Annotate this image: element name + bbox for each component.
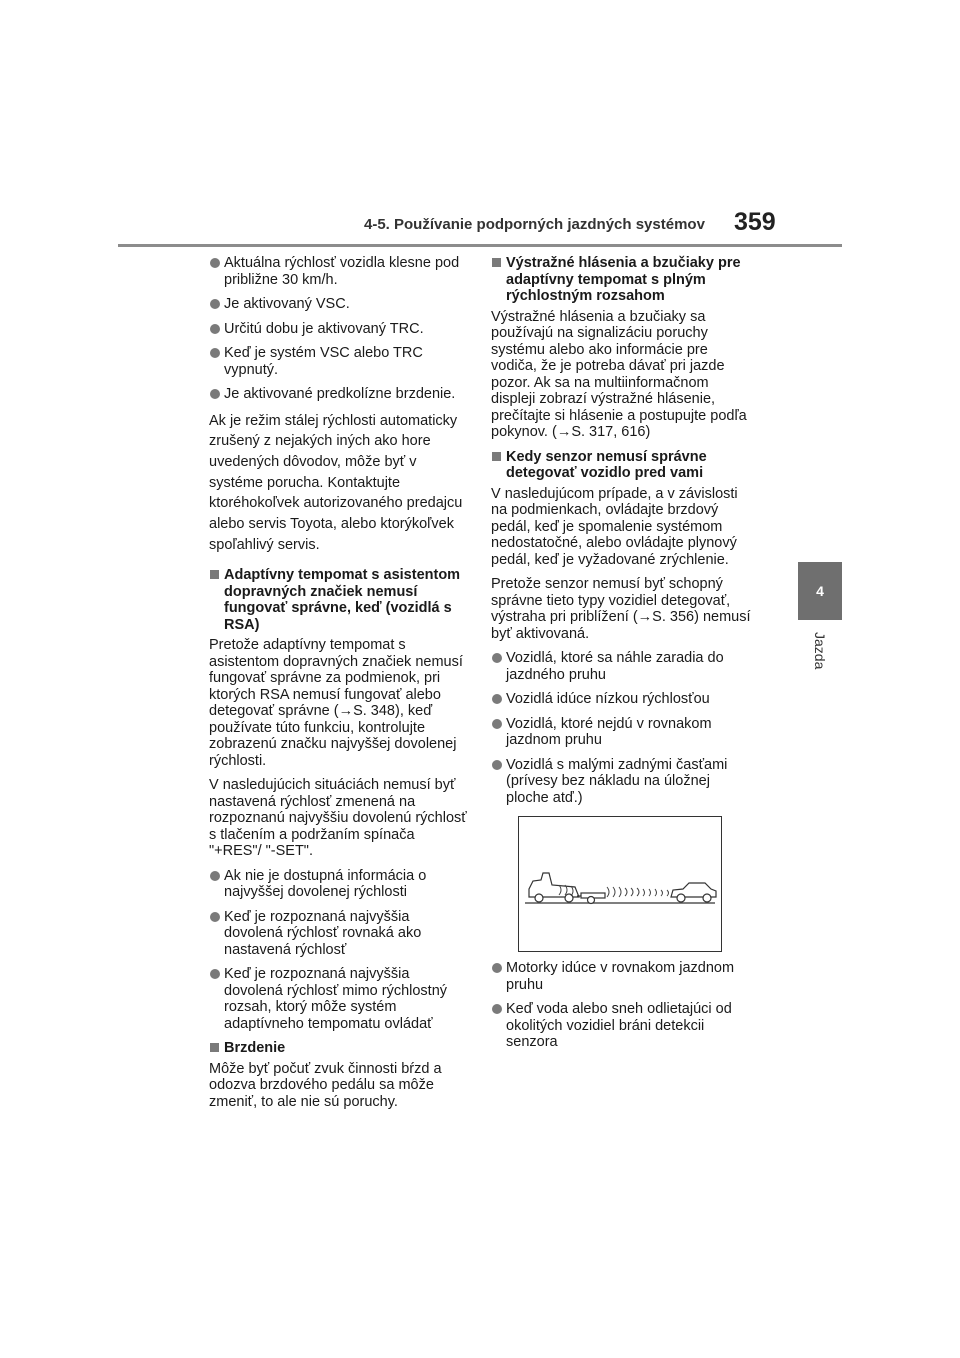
bullet-item: Keď je systém VSC alebo TRC vypnutý. <box>209 345 467 378</box>
bullet-item: Keď voda alebo sneh odlietajúci od okolitých vozidiel bráni detekcii senzora <box>491 1001 753 1051</box>
bullet-item: Aktuálna rýchlosť vozidla klesne pod približne 30 km/h. <box>209 255 467 288</box>
sensor-heading: Kedy senzor nemusí správne detegovať vozidlo pred vami <box>491 449 753 482</box>
page-number: 359 <box>734 208 776 236</box>
header-rule <box>118 244 842 247</box>
bullet-item: Ak nie je dostupná informácia o najvyššej dovolenej rýchlosti <box>209 868 467 901</box>
bullet-item: Je aktivované predkolízne brzdenie. <box>209 386 467 403</box>
braking-paragraph: Môže byť počuť zvuk činnosti bŕzd a odozva brzdového pedálu sa môže zmeniť, to ale nie sú poruchy. <box>209 1060 442 1110</box>
section-title: 4-5. Používanie podporných jazdných systémov <box>364 216 705 233</box>
bullet-item: Motorky idúce v rovnakom jazdnom pruhu <box>491 960 753 993</box>
bullet-item: Vozidlá s malými zadnými časťami (prívesy bez nákladu na úložnej ploche atď.) <box>491 757 753 807</box>
bullet-item: Vozidlá idúce nízkou rýchlosťou <box>491 691 753 708</box>
chapter-label: Jazda <box>812 632 828 670</box>
trailer-detection-illustration <box>519 817 721 951</box>
left-column <box>209 255 467 1118</box>
bullet-item: Keď je rozpoznaná najvyššia dovolená rýchlosť rovnaká ako nastavená rýchlosť <box>209 909 467 959</box>
bullet-item: Vozidlá, ktoré nejdú v rovnakom jazdnom pruhu <box>491 716 753 749</box>
chapter-tab: 4 <box>798 562 842 620</box>
rsa-heading: Adaptívny tempomat s asistentom dopravných značiek nemusí fungovať správne, keď (vozidlá s RSA) <box>209 567 467 633</box>
right-column <box>491 255 753 1059</box>
bullet-item: Určitú dobu je aktivovaný TRC. <box>209 321 467 338</box>
bullet-item: Keď je rozpoznaná najvyššia dovolená rýchlosť mimo rýchlostný rozsah, ktorý môže systém adaptívneho tempomatu ovládať <box>209 966 467 1032</box>
warning-paragraph: Výstražné hlásenia a bzučiaky sa používajú na signalizáciu poruchy systému alebo ako informácie pre vodiča, že je potreba dávať pri jazde pozor. Ak sa na multiinformačnom displeji zobrazí výstražné hlásenie, prečítajte si hlásenie a postupujte podľa pokynov. (→S. 317, 616) <box>491 308 747 440</box>
bullet-item: Vozidlá, ktoré sa náhle zaradia do jazdného pruhu <box>491 650 753 683</box>
braking-heading: Brzdenie <box>209 1040 467 1057</box>
sensor-paragraph: V nasledujúcom prípade, a v závislosti na podmienkach, ovládajte brzdový pedál, keď je spomalenie systémom nedostatočné, alebo ovládajte plynový pedál, keď je vyžadované zrýchlenie. <box>491 485 738 568</box>
warning-heading: Výstražné hlásenia a bzučiaky pre adaptívny tempomat s plným rýchlostným rozsahom <box>491 255 753 305</box>
sensor-illustration <box>518 816 722 952</box>
rsa-paragraph: V nasledujúcich situáciách nemusí byť nastavená rýchlosť zmenená na rozpoznanú najvyššiu dovolenú rýchlosť s tlačením a podržaním spínača "+RES"/ "-SET". <box>209 777 467 860</box>
rsa-paragraph: Pretože adaptívny tempomat s asistentom dopravných značiek nemusí fungovať správne za podmienok, pri ktorých RSA nemusí fungovať alebo detegovať správne (→S. 348), keď používate túto funkciu, kontrolujte zobrazenú značku najvyššej dovolenej rýchlosti. <box>209 637 463 769</box>
bullet-item: Je aktivovaný VSC. <box>209 296 467 313</box>
service-paragraph: Ak je režim stálej rýchlosti automaticky zrušený z nejakých iných ako hore uvedených dôvodov, môže byť v systéme porucha. Kontaktujte ktoréhokoľvek autorizovaného predajcu alebo servis Toyota, alebo ktorýkoľvek spoľahlivý servis. <box>209 412 463 553</box>
sensor-paragraph: Pretože senzor nemusí byť schopný správne tieto typy vozidiel detegovať, výstraha pri priblížení (→S. 356) nemusí byť aktivovaná. <box>491 576 751 642</box>
